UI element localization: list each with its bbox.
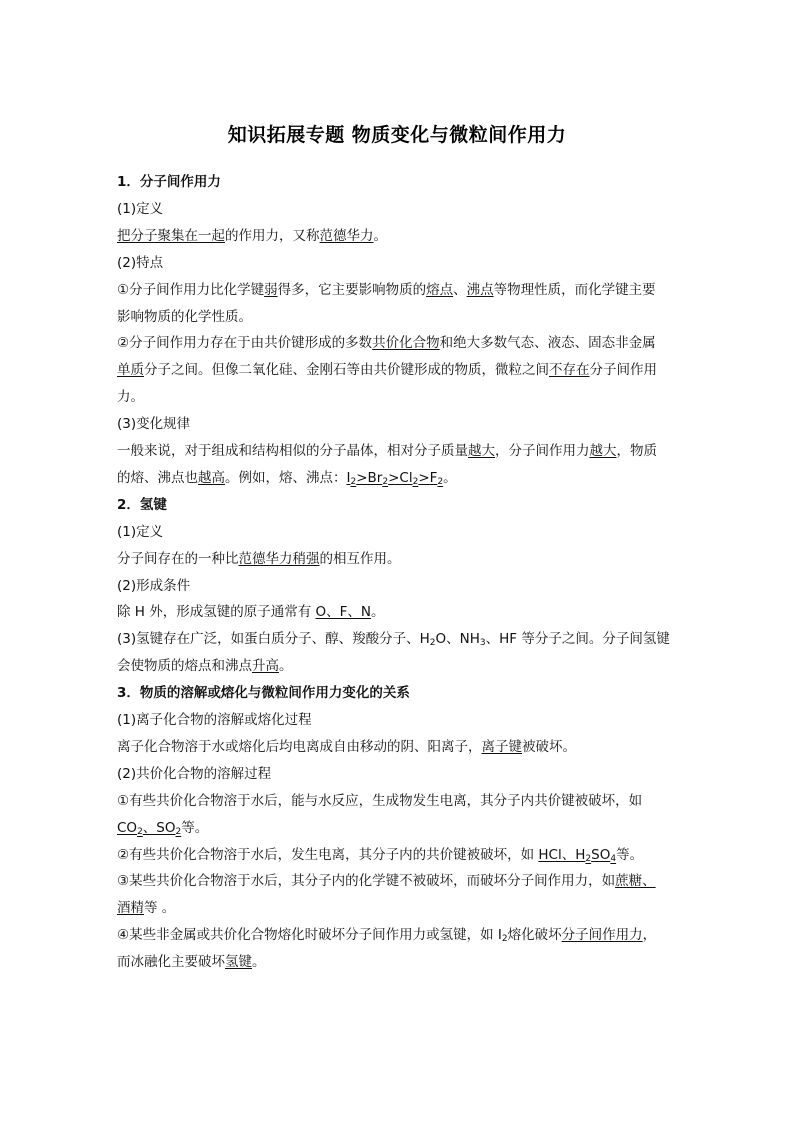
text-span: 除 H 外，形成氢键的原子通常有 bbox=[117, 604, 316, 621]
underlined-answer: 蔗糖、 bbox=[615, 873, 656, 890]
underlined-answer: O、F、N bbox=[315, 604, 372, 621]
text-line: (1)定义 bbox=[117, 200, 164, 217]
text-line bbox=[117, 442, 657, 460]
underlined-answer: 酒精 bbox=[117, 900, 144, 917]
text-line bbox=[117, 953, 266, 971]
underlined-answer: 越大 bbox=[589, 443, 617, 459]
text-span: ，物质 bbox=[616, 443, 657, 459]
underlined-answer: 越大 bbox=[468, 443, 495, 459]
text-span: ②有些共价化合物溶于水后，发生电离，其分子内的共价键被破坏，如 bbox=[117, 846, 539, 863]
text-span: 会使物质的熔点和沸点 bbox=[117, 658, 252, 675]
text-line bbox=[117, 281, 656, 299]
text-span: 的相互作用。 bbox=[319, 550, 401, 567]
text-line bbox=[117, 926, 656, 944]
text-span: 。 bbox=[279, 658, 293, 675]
text-line bbox=[117, 819, 208, 837]
text-span: O、NH bbox=[435, 631, 480, 648]
underlined-answer: 把分子聚集在一起 bbox=[117, 227, 225, 244]
text-span: 分子间存在的一种比 bbox=[117, 550, 239, 567]
text-line bbox=[117, 657, 293, 675]
text-span: 的熔、沸点也 bbox=[117, 469, 198, 486]
text-span: 得多，它主要影响物质的 bbox=[277, 281, 427, 298]
section-heading: 1．分子间作用力 bbox=[117, 174, 221, 190]
underlined-answer: 4 bbox=[610, 853, 617, 864]
text-line: (2)特点 bbox=[117, 254, 164, 271]
text-span: (3)氢键存在广泛，如蛋白质分子、醇、羧酸分子、H bbox=[117, 631, 430, 648]
underlined-answer: 单质 bbox=[117, 362, 144, 379]
underlined-answer: 共价化合物 bbox=[372, 335, 440, 352]
text-span: 3 bbox=[479, 638, 486, 649]
text-line bbox=[117, 603, 385, 621]
underlined-answer: CO bbox=[117, 819, 138, 836]
text-span: 。 bbox=[252, 954, 266, 971]
text-span: 等。 bbox=[181, 819, 209, 836]
text-line bbox=[117, 899, 175, 917]
underlined-answer: 弱 bbox=[264, 281, 278, 298]
underlined-answer: SO bbox=[591, 846, 611, 863]
underlined-answer: >F bbox=[418, 469, 438, 486]
text-line bbox=[117, 227, 387, 245]
underlined-answer: 范德华力 bbox=[319, 227, 374, 244]
text-span: 、 bbox=[453, 281, 467, 298]
underlined-answer: 2 bbox=[175, 826, 182, 837]
underlined-answer: 2 bbox=[437, 476, 444, 487]
underlined-answer: 2 bbox=[412, 476, 419, 487]
text-line bbox=[117, 550, 401, 568]
text-span: 等物理性质，而化学键主要 bbox=[493, 281, 656, 298]
underlined-answer: 越高 bbox=[198, 469, 225, 486]
text-line bbox=[117, 334, 656, 352]
text-span: 熔化破坏 bbox=[507, 927, 562, 944]
underlined-answer: 2 bbox=[137, 826, 143, 837]
text-span: 分子之间。但像二氧化硅、金刚石等由共价键形成的物质，微粒之间 bbox=[144, 362, 549, 379]
underlined-answer: I bbox=[346, 469, 351, 486]
underlined-answer: 沸点 bbox=[466, 281, 494, 298]
text-line bbox=[117, 469, 457, 487]
text-span: 一般来说，对于组成和结构相似的分子晶体，相对分子质量 bbox=[117, 443, 468, 459]
text-line: (3)变化规律 bbox=[117, 416, 191, 433]
text-span: 。例如，熔、沸点： bbox=[225, 469, 347, 486]
underlined-answer: >Br bbox=[356, 469, 383, 486]
text-span: 。 bbox=[443, 469, 457, 486]
text-span: 等。 bbox=[616, 846, 644, 863]
text-span: 被破坏。 bbox=[522, 738, 576, 755]
text-span: ④某些非金属或共价化合物熔化时破坏分子间作用力或氢键，如 I bbox=[117, 927, 502, 944]
underlined-answer: 、H bbox=[561, 846, 586, 863]
underlined-answer: 、SO bbox=[142, 819, 176, 836]
underlined-answer: 范德华力稍强 bbox=[238, 550, 320, 567]
text-span: 。 bbox=[373, 227, 387, 244]
text-span: 、HF 等分子之间。分子间氢键 bbox=[485, 631, 670, 648]
underlined-answer: 离子键 bbox=[481, 738, 522, 755]
section-heading: 3．物质的溶解或熔化与微粒间作用力变化的关系 bbox=[117, 685, 410, 702]
underlined-answer: 不存在 bbox=[549, 362, 590, 379]
underlined-answer: >Cl bbox=[388, 469, 413, 486]
text-line: (1)定义 bbox=[117, 523, 164, 540]
text-line: (2)形成条件 bbox=[117, 577, 191, 594]
text-line bbox=[117, 738, 576, 756]
text-span: 而冰融化主要破坏 bbox=[117, 954, 225, 971]
underlined-answer: 升高 bbox=[252, 658, 279, 675]
text-span: ②分子间作用力存在于由共价键形成的多数 bbox=[117, 335, 373, 352]
section-heading: 2．氢键 bbox=[117, 496, 167, 513]
text-span: 的作用力，又称 bbox=[225, 227, 320, 244]
underlined-answer: 2 bbox=[382, 476, 389, 487]
text-span: 等 。 bbox=[144, 900, 176, 917]
text-span: 。 bbox=[371, 604, 385, 621]
underlined-answer: 2 bbox=[350, 476, 357, 487]
text-line: (1)离子化合物的溶解或熔化过程 bbox=[117, 712, 312, 728]
text-span: ③某些共价化合物溶于水后，其分子内的化学键不被破坏，而破坏分子间作用力，如 bbox=[117, 873, 616, 890]
text-span: 2 bbox=[429, 638, 436, 649]
text-span: ①分子间作用力比化学键 bbox=[117, 281, 265, 298]
text-span: 分子间作用 bbox=[589, 362, 657, 379]
underlined-answer: 氢键 bbox=[225, 954, 252, 971]
text-line bbox=[117, 846, 643, 864]
text-line: 影响物质的化学性质。 bbox=[117, 308, 252, 325]
text-span: 2 bbox=[501, 934, 508, 945]
text-line: 力。 bbox=[117, 389, 144, 406]
page-title: 知识拓展专题 物质变化与微粒间作用力 bbox=[227, 124, 567, 146]
underlined-answer: 2 bbox=[585, 853, 592, 864]
text-line bbox=[117, 872, 656, 890]
text-span: 和绝大多数气态、液态、固态非金属 bbox=[439, 335, 656, 352]
text-span: ， bbox=[642, 927, 657, 944]
underlined-answer: 熔点 bbox=[426, 281, 454, 298]
text-span: 离子化合物溶于水或熔化后均电离成自由移动的阴、阳离子， bbox=[117, 738, 482, 755]
text-span: ，分子间作用力 bbox=[495, 443, 590, 459]
text-line bbox=[117, 630, 670, 648]
underlined-answer: HCl bbox=[538, 846, 562, 863]
text-line bbox=[117, 361, 657, 379]
underlined-answer: 分子间作用力 bbox=[561, 927, 643, 944]
text-line: (2)共价化合物的溶解过程 bbox=[117, 765, 272, 782]
text-line: ①有些共价化合物溶于水后，能与水反应，生成物发生电离，其分子内共价键被破坏，如 bbox=[117, 792, 643, 809]
